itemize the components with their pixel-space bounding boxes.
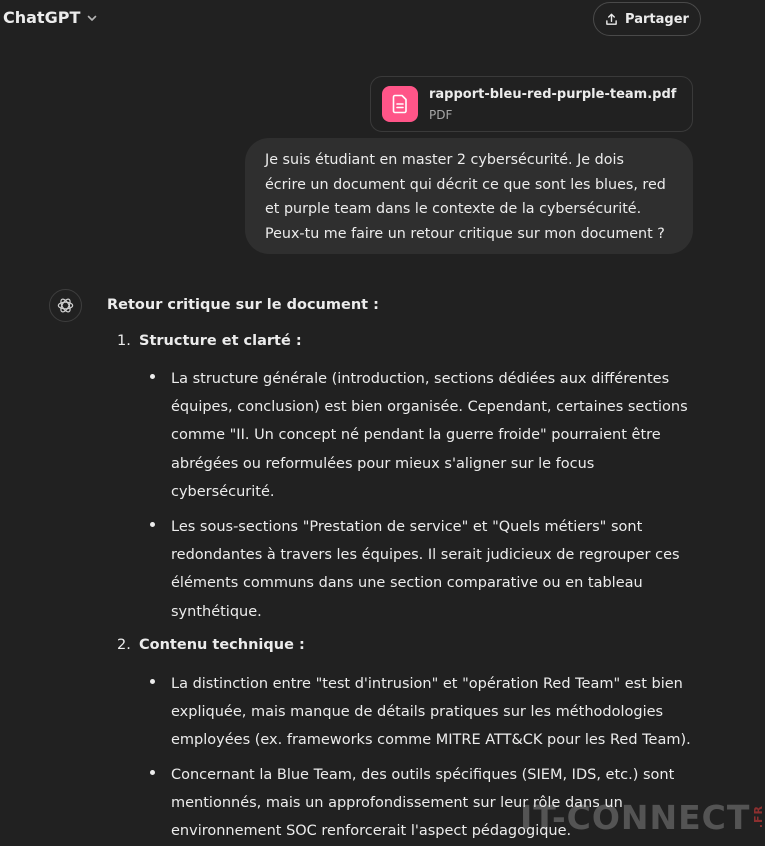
list-item-line: redondantes à travers les équipes. Il serait judicieux de regrouper ces: [171, 547, 680, 564]
section-number: 2.: [117, 637, 131, 653]
user-message-bubble: [245, 138, 693, 254]
list-item: [150, 513, 695, 626]
list-item-line: comme "II. Un concept né pendant la guerre froide" pourraient être: [171, 427, 661, 444]
share-button[interactable]: [593, 2, 701, 36]
section-heading: [117, 637, 305, 653]
user-message-line: et purple team dans le contexte de la cybersécurité.: [265, 201, 642, 217]
attachment-card[interactable]: [370, 76, 693, 132]
list-item-line: abrégées ou reformulées pour mieux s'aligner sur le focus: [171, 455, 595, 472]
list-item-line: Les sous-sections "Prestation de service" et "Quels métiers" sont: [171, 519, 643, 535]
openai-logo-icon: [56, 296, 75, 315]
watermark-suffix: .FR: [752, 805, 765, 829]
section-heading: [117, 333, 302, 349]
answer-title: Retour critique sur le document :: [107, 297, 379, 313]
list-item-line: expliquée, mais manque de détails pratiques sur les méthodologies: [171, 704, 664, 721]
list-item-line: La distinction entre "test d'intrusion" et "opération Red Team" est bien: [171, 676, 683, 692]
attachment-file-type: PDF: [429, 108, 453, 122]
user-message-line: Je suis étudiant en master 2 cybersécurité. Je dois: [265, 152, 624, 168]
document-icon: [382, 86, 418, 122]
chevron-down-icon: [86, 12, 98, 24]
list-item-line: La structure générale (introduction, sections dédiées aux différentes: [171, 371, 670, 387]
list-item-line: employées (ex. frameworks comme MITRE ATT&CK pour les Red Team).: [171, 732, 691, 749]
section-number: 1.: [117, 333, 131, 349]
assistant-avatar: [49, 289, 82, 322]
bullet-dot: [150, 374, 155, 379]
list-item: [150, 365, 695, 506]
list-item-line: environnement SOC renforcerait l'aspect pédagogique.: [171, 823, 572, 840]
bullet-dot: [150, 679, 155, 684]
list-item: [150, 670, 695, 755]
list-item-line: équipes, conclusion) est bien organisée. Cependant, certaines sections: [171, 399, 688, 416]
section-title: Contenu technique :: [139, 637, 305, 653]
bullet-dot: [150, 770, 155, 775]
user-message-line: écrire un document qui décrit ce que sont les blues, red: [265, 176, 666, 193]
model-label: ChatGPT: [3, 8, 81, 27]
list-item-line: Concernant la Blue Team, des outils spécifiques (SIEM, IDS, etc.) sont: [171, 767, 675, 783]
top-bar: [0, 0, 706, 40]
model-selector[interactable]: [3, 8, 98, 27]
list-item-line: synthétique.: [171, 603, 262, 620]
list-item-line: cybersécurité.: [171, 483, 275, 500]
list-item-line: éléments communs dans une section comparative ou en tableau: [171, 575, 643, 592]
bullet-dot: [150, 522, 155, 527]
share-label: Partager: [625, 11, 689, 27]
list-item-line: mentionnés, mais un approfondissement sur leur rôle dans un: [171, 795, 623, 812]
watermark: [520, 792, 765, 842]
attachment-file-name: rapport-bleu-red-purple-team.pdf: [429, 87, 677, 102]
watermark-text: IT-CONNECT: [520, 797, 751, 837]
share-icon: [605, 13, 618, 26]
section-title: Structure et clarté :: [139, 333, 302, 349]
user-message-line: Peux-tu me faire un retour critique sur mon document ?: [265, 225, 665, 242]
